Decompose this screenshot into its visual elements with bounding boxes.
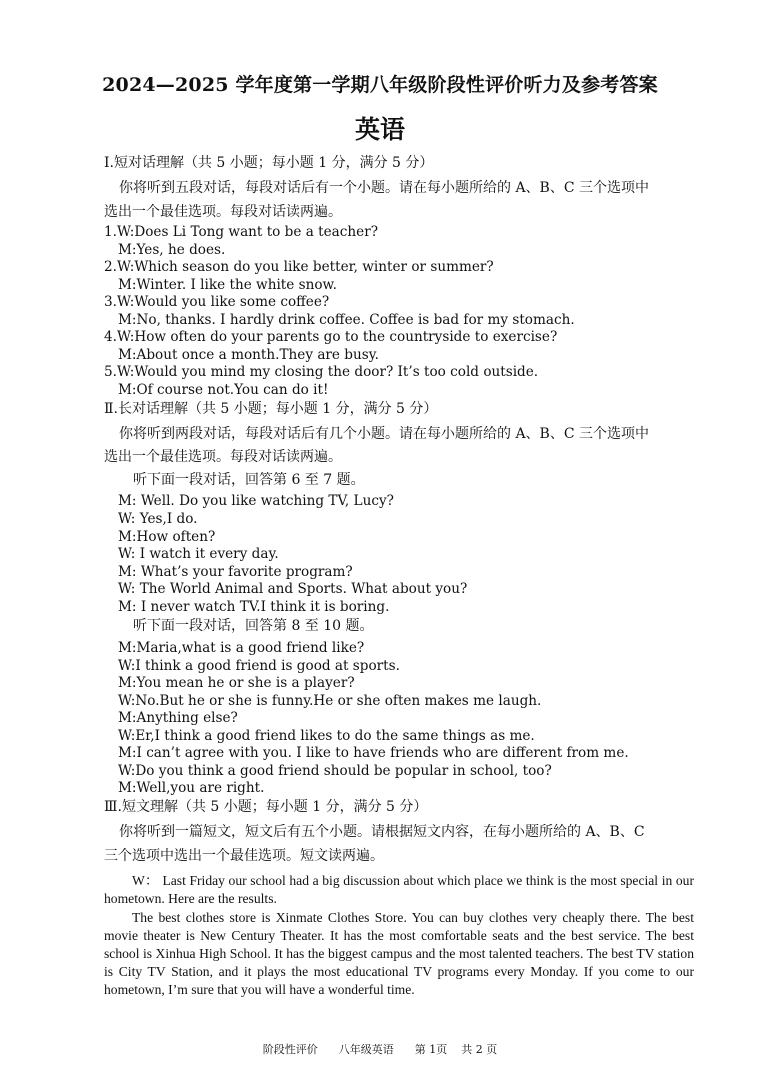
- section3-instructions: 你将听到一篇短文，短文后有五个小题。请根据短文内容，在每小题所给的 A、B、C: [119, 824, 645, 840]
- dialog-line: M:Maria,what is a good friend like?: [118, 640, 365, 656]
- dialog-line: M:You mean he or she is a player?: [118, 675, 355, 691]
- dialog-line: M:Yes, he does.: [118, 242, 226, 258]
- passage-paragraph: W： Last Friday our school had a big discussion about which place we think is the most special in our hometown. Here are the results.: [104, 873, 694, 906]
- dialog-line: M:I can’t agree with you. I like to have friends who are different from me.: [118, 745, 629, 761]
- dialog-line: W:Er,I think a good friend likes to do the same things as me.: [118, 728, 535, 744]
- dialog-line: M: What’s your favorite program?: [118, 564, 353, 580]
- dialog-line: 5.W:Would you mind my closing the door? It’s too cold outside.: [104, 364, 539, 380]
- dialog-line: 4.W:How often do your parents go to the countryside to exercise?: [104, 329, 558, 345]
- passage-paragraph: The best clothes store is Xinmate Clothes Store. You can buy clothes very cheaply there. The best movie theater is New Century Theater. It has the most comfortable seats and the best service. The best school is Xinhua High School. It has the biggest campus and the most talented teachers. The best TV station is City TV Station, and it plays the most educational TV programs every Monday. If you come to our hometown, I’m sure that you will have a wonderful time.: [104, 910, 694, 997]
- dialog-line: 2.W:Which season do you like better, winter or summer?: [104, 259, 494, 275]
- dialog-line: M:How often?: [118, 529, 216, 545]
- section1-instructions-cont: 选出一个最佳选项。每段对话读两遍。: [104, 204, 342, 220]
- dialog-line: 1.W:Does Li Tong want to be a teacher?: [104, 224, 378, 240]
- dialog-line: W:No.But he or she is funny.He or she often makes me laugh.: [118, 693, 542, 709]
- section3-instructions-cont: 三个选项中选出一个最佳选项。短文读两遍。: [104, 848, 384, 864]
- dialog-line: W: The World Animal and Sports. What about you?: [118, 581, 468, 597]
- dialog-line: W:Do you think a good friend should be popular in school, too?: [118, 763, 552, 779]
- section2-heading: Ⅱ.长对话理解（共 5 小题；每小题 1 分，满分 5 分）: [104, 401, 438, 417]
- dialog-line: M: I never watch TV.I think it is boring.: [118, 599, 390, 615]
- dialog-line: M:Anything else?: [118, 710, 238, 726]
- dialog-line: W:I think a good friend is good at sports.: [118, 658, 400, 674]
- dialog-line: W: Yes,I do.: [118, 511, 198, 527]
- dialog-cue: 听下面一段对话，回答第 6 至 7 题。: [133, 472, 365, 488]
- dialog-line: M:Winter. I like the white snow.: [118, 277, 337, 293]
- dialog-cue: 听下面一段对话，回答第 8 至 10 题。: [133, 618, 374, 634]
- section2-instructions: 你将听到两段对话，每段对话后有几个小题。请在每小题所给的 A、B、C 三个选项中: [119, 426, 650, 442]
- section2-instructions-cont: 选出一个最佳选项。每段对话读两遍。: [104, 449, 342, 465]
- document-title: 2024—2025 学年度第一学期八年级阶段性评价听力及参考答案: [102, 74, 658, 96]
- section3-heading: Ⅲ.短文理解（共 5 小题；每小题 1 分，满分 5 分）: [104, 799, 428, 815]
- dialog-line: M:Of course not.You can do it!: [118, 382, 329, 398]
- dialog-line: M:No, thanks. I hardly drink coffee. Coffee is bad for my stomach.: [118, 312, 575, 328]
- section1-instructions: 你将听到五段对话，每段对话后有一个小题。请在每小题所给的 A、B、C 三个选项中: [119, 180, 650, 196]
- page-footer: 阶段性评价 八年级英语 第 1页 共 2 页: [262, 1043, 498, 1056]
- subject-heading: 英语: [354, 115, 405, 144]
- dialog-line: M:Well,you are right.: [118, 780, 265, 796]
- dialog-line: 3.W:Would you like some coffee?: [104, 294, 330, 310]
- section1-heading: I.短对话理解（共 5 小题；每小题 1 分，满分 5 分）: [104, 155, 434, 171]
- dialog-line: M:About once a month.They are busy.: [118, 347, 379, 363]
- dialog-line: W: I watch it every day.: [118, 546, 279, 562]
- dialog-line: M: Well. Do you like watching TV, Lucy?: [118, 493, 394, 509]
